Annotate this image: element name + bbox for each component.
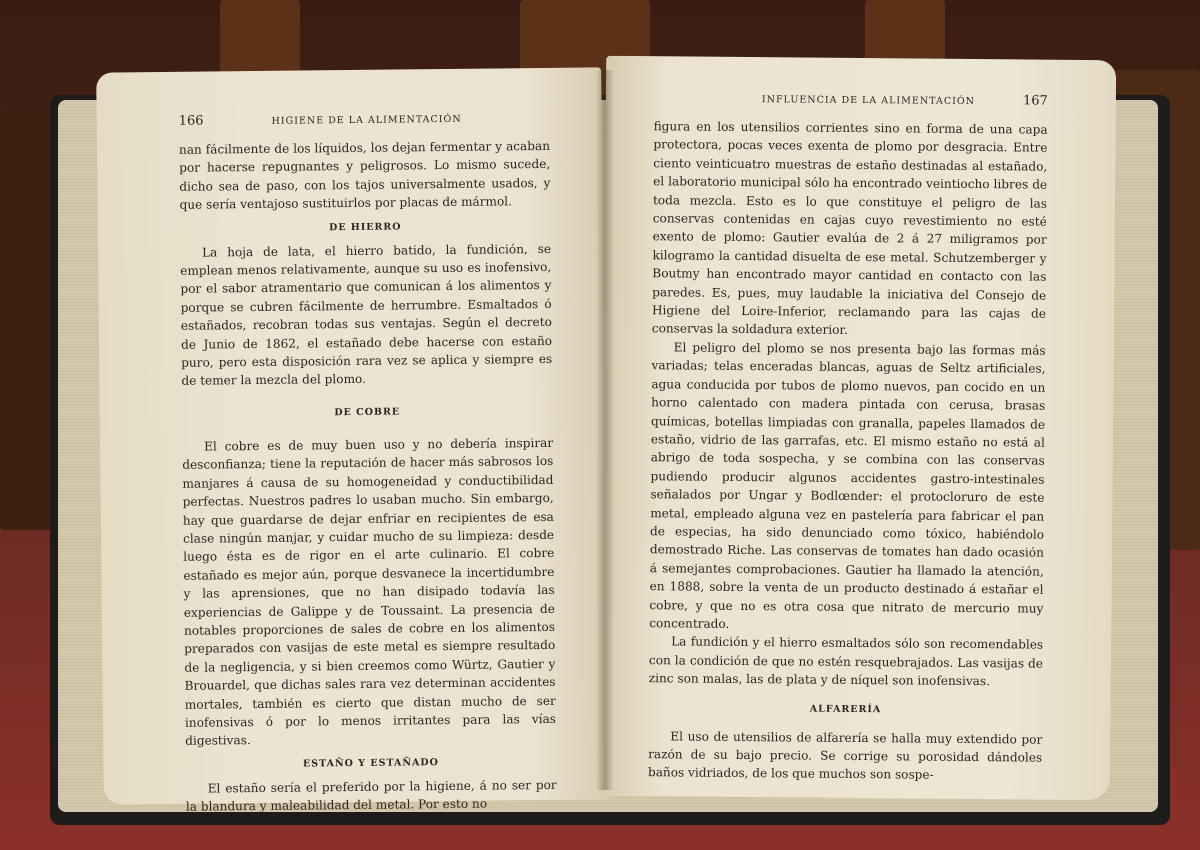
- section-title: ESTAÑO Y ESTAÑADO: [302, 756, 439, 770]
- paragraph: La hoja de lata, el hierro batido, la fundición, se emplean menos relativamente, aunque su uso es inofensivo, por el sabor atramentario que comunican á los alimentos y porque se cubren fácilmente de herrumbre. Esmaltados ó estañados, recobran todas sus ventajas. Según el decreto de Junio de 1862, el estañado debe hacerse con estaño puro, pero esta disposición rara vez se aplica y siempre es de temer la mezcla del plomo.: [180, 241, 553, 389]
- paragraph: nan fácilmente de los líquidos, los dejan fermentar y acaban por hacerse repugnantes y peligrosos. Lo mismo sucede, dicho sea de paso, con los tajos universalmente usados, y que sería ventajoso sustituirlos por placas de mármol.: [178, 138, 551, 213]
- paragraph: El peligro del plomo se nos presenta bajo las formas más variadas; telas enceradas blancas, aguas de Seltz artificiales, agua conducida por tubos de plomo nuevos, pan cocido en un horno calentado con madera pintada con cerusa, brasas químicas, botellas limpiadas con granalla, papeles llamados de estaño, vidrio de las garrafas, etc. El mismo estaño no está al abrigo de toda sospecha, y se combina con las conservas pudiendo producir algunos accidentes gastro-intestinales señalados por Ungar y Bodlœnder: el protocloruro de este metal, empleado alguna vez en pastelería para fabricar el pan de especias, ha sido denunciado como tóxico, habiéndolo demostrado Riche. Las conservas de tomates han dado ocasión á semejantes comprobaciones. Gautier ha llamado la atención, en 1888, sobre la venta de un producto destinado á estañar el cobre, y que no es otra cosa que nitrato de mercurio muy concentrado.: [649, 340, 1046, 631]
- right-page: [600, 56, 1116, 800]
- paragraph: El cobre es de muy buen uso y no debería inspirar desconfianza; tiene la reputación de hacer más sabrosos los manjares á causa de su homogeneidad y conductibilidad perfectas. Nuestros padres lo usaban mucho. Sin embargo, hay que guardarse de dejar enfriar en recipientes de esa clase ningún manjar, y cuidar mucho de su limpieza: desde luego ésta es de rigor en el arte culinario. El cobre estañado es mejor aún, porque desvanece la incertidumbre y las aprensiones, que no han disipado todavía las experiencias de Galippe y de Toussaint. La presencia de notables proporciones de sales de cobre en los alimentos preparados con vasijas de este metal es siempre resultado de la negligencia, y si bien creemos como Würtz, Gautier y Brouardel, que dichas sales rara vez determinan accidentes mortales, también es cierto que distan mucho de ser inofensivas ó por lo menos irritantes para las vías digestivas.: [182, 435, 557, 749]
- paragraph: El uso de utensilios de alfarería se halla muy extendido por razón de su bajo precio. Se corrige su porosidad dándoles baños vidriados, de los que muchos son sospe-: [647, 728, 1043, 783]
- left-page-header: [179, 110, 550, 129]
- section-title: ALFARERÍA: [809, 703, 882, 715]
- book-gutter: [596, 70, 614, 790]
- running-head: HIGIENE DE LA ALIMENTACIÓN: [271, 113, 462, 127]
- section-title: DE HIERRO: [328, 221, 402, 233]
- right-page-header: [654, 90, 1048, 108]
- left-page: [96, 67, 609, 814]
- page-number: 167: [1022, 93, 1048, 109]
- running-head: INFLUENCIA DE LA ALIMENTACIÓN: [761, 94, 976, 108]
- paragraph: La fundición y el hierro esmaltados sólo son recomendables con la condición de que no estén resquebrajados. Las vasijas de zinc son malas, las de plata y de níquel son inofensivas.: [648, 634, 1044, 689]
- page-number: 166: [178, 113, 204, 129]
- paragraph: El estaño sería el preferido por la higiene, á no ser por la blandura y maleabilidad del metal. Por esto no: [185, 777, 557, 814]
- paragraph: figura en los utensilios corrientes sino en forma de una capa protectora, pocas veces exenta de plomo por desgracia. Entre ciento veinticuatro muestras de estaño destinadas al estañado, el laboratorio municipal sólo ha encontrado veintiocho libres de toda mezcla. Esto es lo que constituye el peligro de las conservas contenidas en cajas cuyo revestimiento no esté exento de plomo: Gautier evalúa de 2 á 27 miligramos por kilogramo la cantidad disuelta de ese metal. Schutzemberger y Boutmy han encontrado mayor cantidad en contacto con las paredes. Es, pues, muy laudable la iniciativa del Consejo de Higiene del Loire-Inferior, reclamando para las cajas de conservas la soldadura exterior.: [651, 119, 1048, 338]
- section-title: DE COBRE: [334, 406, 401, 419]
